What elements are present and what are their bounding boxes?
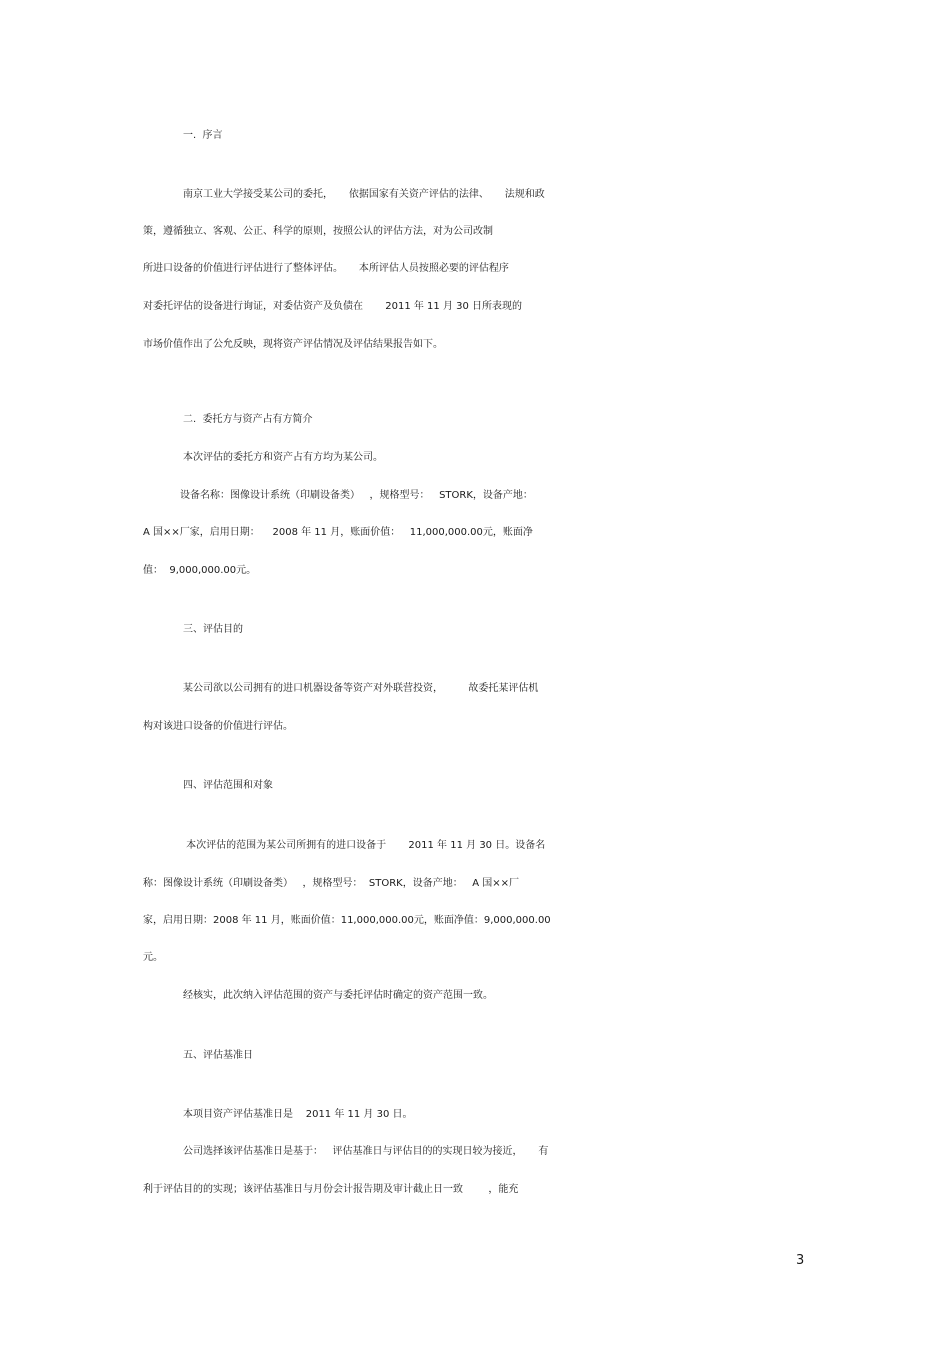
paragraph-line: 策，遵循独立、客观、公正、科学的原则，按照公认的评估方法，对为公司改制 bbox=[143, 226, 493, 237]
paragraph-line: 设备名称：图像设计系统（印刷设备类） ，规格型号： STORK，设备产地： bbox=[180, 490, 533, 501]
paragraph-line: 所进口设备的价值进行评估进行了整体评估。 本所评估人员按照必要的评估程序 bbox=[143, 263, 509, 274]
paragraph-line: 经核实，此次纳入评估范围的资产与委托评估时确定的资产范围一致。 bbox=[183, 990, 493, 1001]
paragraph-line: 市场价值作出了公允反映，现将资产评估情况及评估结果报告如下。 bbox=[143, 339, 443, 350]
heading-scope: 四、评估范围和对象 bbox=[183, 780, 273, 791]
paragraph-line: 利于评估目的的实现；该评估基准日与月份会计报告期及审计截止日一致 ，能充 bbox=[143, 1184, 519, 1195]
heading-base-date: 五、评估基准日 bbox=[183, 1050, 253, 1061]
paragraph-line: 本次评估的范围为某公司所拥有的进口设备于 2011 年 11 月 30 日。设备名 bbox=[183, 840, 546, 851]
paragraph-line: 本次评估的委托方和资产占有方均为某公司。 bbox=[183, 452, 383, 463]
paragraph-line: 本项目资产评估基准日是 2011 年 11 月 30 日。 bbox=[183, 1109, 413, 1120]
paragraph-line: 某公司欲以公司拥有的进口机器设备等资产对外联营投资， 故委托某评估机 bbox=[183, 683, 539, 694]
heading-purpose: 三、评估目的 bbox=[183, 624, 243, 635]
paragraph-line: 值： 9,000,000.00元。 bbox=[143, 565, 257, 576]
heading-preface: 一. 序言 bbox=[183, 130, 223, 141]
paragraph-line: 对委托评估的设备进行询证，对委估资产及负债在 2011 年 11 月 30 日所表现的 bbox=[143, 301, 523, 312]
paragraph-line: A 国××厂家，启用日期： 2008 年 11 月，账面价值： 11,000,000.00元，账面净 bbox=[143, 527, 533, 538]
paragraph-line: 元。 bbox=[143, 952, 163, 963]
paragraph-line: 家，启用日期：2008 年 11 月，账面价值：11,000,000.00元，账面净值：9,000,000.00 bbox=[143, 915, 551, 926]
paragraph-line: 公司选择该评估基准日是基于： 评估基准日与评估目的的实现日较为接近， 有 bbox=[183, 1146, 549, 1157]
paragraph-line: 称：图像设计系统（印刷设备类） ，规格型号： STORK，设备产地： A 国××厂 bbox=[143, 878, 520, 889]
paragraph-line: 构对该进口设备的价值进行评估。 bbox=[143, 721, 293, 732]
heading-client-intro: 二. 委托方与资产占有方简介 bbox=[183, 414, 313, 425]
paragraph-line: 南京工业大学接受某公司的委托， 依据国家有关资产评估的法律、 法规和政 bbox=[183, 189, 545, 200]
page-number: 3 bbox=[796, 1253, 805, 1268]
